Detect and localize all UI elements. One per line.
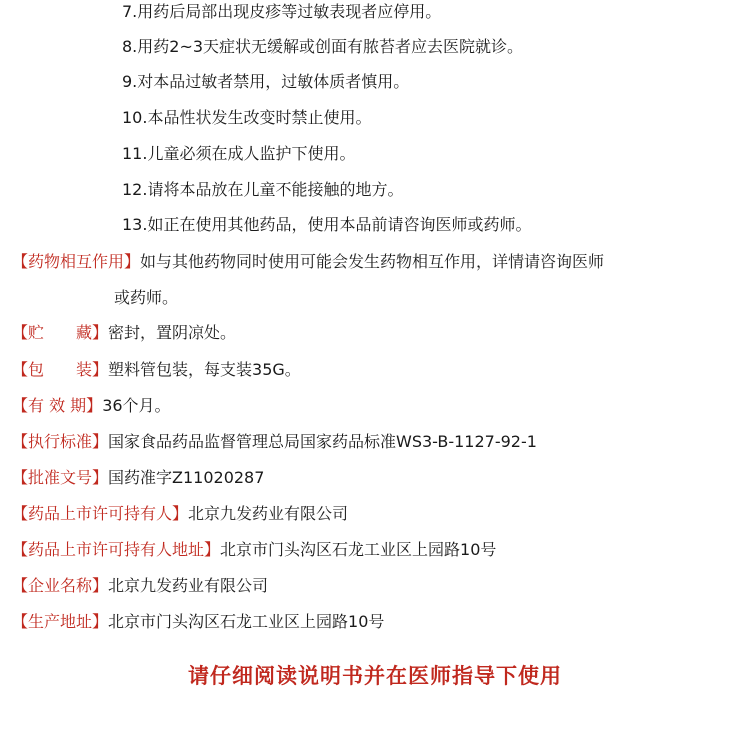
footer-warning: 请仔细阅读说明书并在医师指导下使用 xyxy=(188,664,562,688)
production-address-text: 北京市门头沟区石龙工业区上园路10号 xyxy=(108,612,385,631)
section-validity xyxy=(12,395,750,417)
note-8: 8.用药2~3天症状无缓解或创面有脓苔者应去医院就诊。 xyxy=(122,37,524,56)
section-approval xyxy=(12,467,750,489)
note-10: 10.本品性状发生改变时禁止使用。 xyxy=(122,108,372,127)
note-12: 12.请将本品放在儿童不能接触的地方。 xyxy=(122,180,404,199)
section-package xyxy=(12,359,750,381)
storage-text: 密封，置阴凉处。 xyxy=(108,323,237,342)
interaction-text: 如与其他药物同时使用可能会发生药物相互作用，详情请咨询医师 xyxy=(140,252,605,271)
holder-address-label: 【药品上市许可持有人地址】 xyxy=(12,540,221,559)
note-9: 9.对本品过敏者禁用，过敏体质者慎用。 xyxy=(122,72,410,91)
section-standard xyxy=(12,431,750,453)
holder-label: 【药品上市许可持有人】 xyxy=(12,504,189,523)
section-company xyxy=(12,575,750,597)
validity-text: 36个月。 xyxy=(102,396,171,415)
note-7: 7.用药后局部出现皮疹等过敏表现者应停用。 xyxy=(122,2,442,21)
section-interaction xyxy=(12,251,750,273)
storage-label: 【贮 藏】 xyxy=(12,323,109,342)
interaction-label: 【药物相互作用】 xyxy=(12,252,141,271)
package-text: 塑料管包装，每支装35G。 xyxy=(108,360,301,379)
approval-text: 国药准字Z11020287 xyxy=(108,468,265,487)
package-label: 【包 装】 xyxy=(12,360,109,379)
note-13: 13.如正在使用其他药品，使用本品前请咨询医师或药师。 xyxy=(122,215,532,234)
validity-label: 【有 效 期】 xyxy=(12,396,103,415)
interaction-text-continued: 或药师。 xyxy=(114,288,179,307)
note-11: 11.儿童必须在成人监护下使用。 xyxy=(122,144,356,163)
company-label: 【企业名称】 xyxy=(12,576,109,595)
section-production-address xyxy=(12,611,750,633)
production-address-label: 【生产地址】 xyxy=(12,612,109,631)
company-text: 北京九发药业有限公司 xyxy=(108,576,269,595)
approval-label: 【批准文号】 xyxy=(12,468,109,487)
holder-text: 北京九发药业有限公司 xyxy=(188,504,349,523)
standard-text: 国家食品药品监督管理总局国家药品标准WS3-B-1127-92-1 xyxy=(108,432,537,451)
standard-label: 【执行标准】 xyxy=(12,432,109,451)
section-holder-address xyxy=(12,539,750,561)
holder-address-text: 北京市门头沟区石龙工业区上园路10号 xyxy=(220,540,497,559)
section-storage xyxy=(12,322,750,344)
section-holder xyxy=(12,503,750,525)
